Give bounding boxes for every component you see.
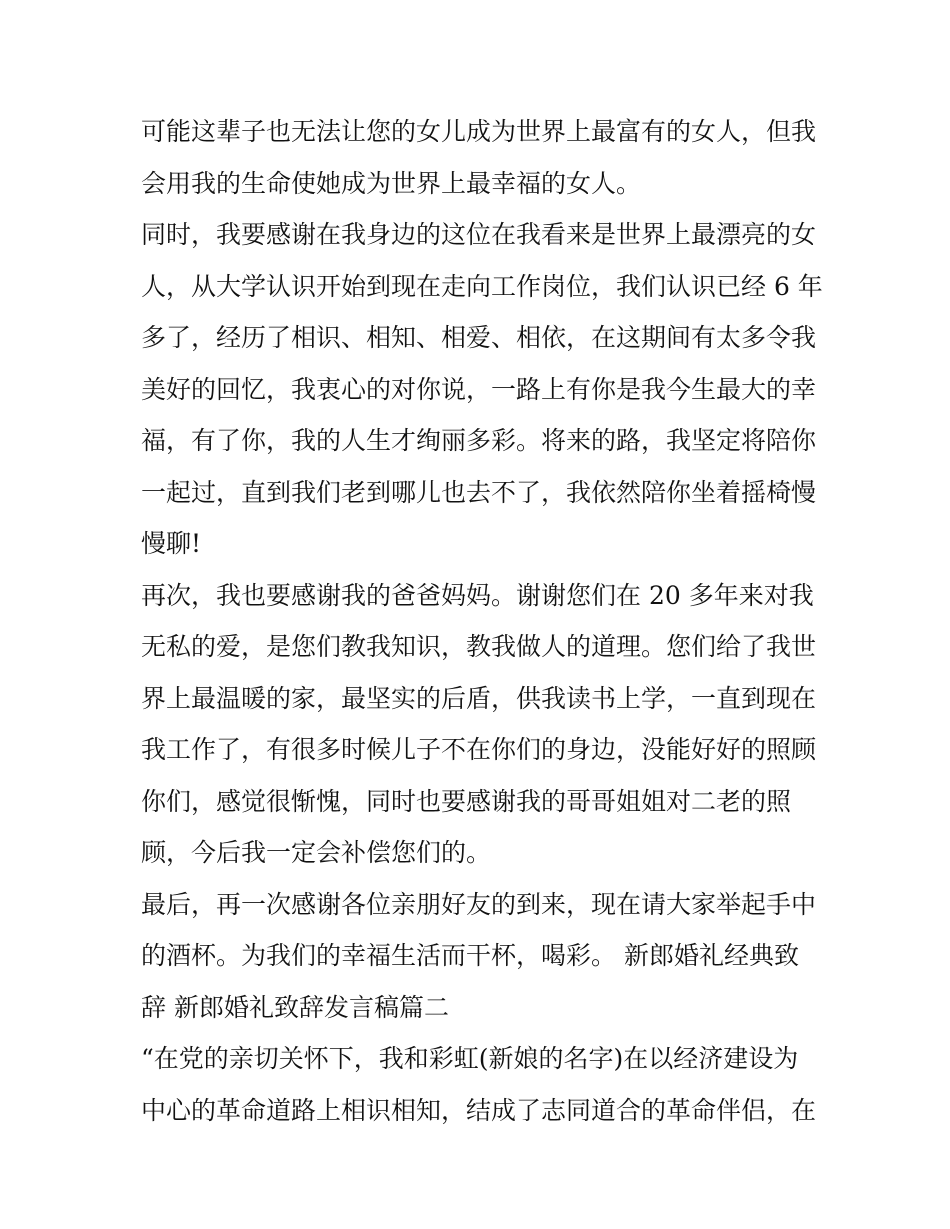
text-line: 中心的革命道路上相识相知，结成了志同道合的革命伴侣，在 <box>141 1095 817 1125</box>
text-line: 会用我的生命使她成为世界上最幸福的女人。 <box>141 168 642 198</box>
text-line: 再次，我也要感谢我的爸爸妈妈。谢谢您们在 20 多年来对我 <box>141 580 814 610</box>
text-line: 无私的爱，是您们教我知识，教我做人的道理。您们给了我世 <box>141 632 817 661</box>
text-line: “在党的亲切关怀下，我和彩虹(新娘的名字)在以经济建设为 <box>141 1044 799 1073</box>
text-line: 界上最温暖的家，最坚实的后盾，供我读书上学，一直到现在 <box>141 683 817 713</box>
text-line: 美好的回忆，我衷心的对你说，一路上有你是我今生最大的幸 <box>141 374 817 404</box>
text-line: 最后，再一次感谢各位亲朋好友的到来，现在请大家举起手中 <box>141 889 817 919</box>
text-line: 多了，经历了相识、相知、相爱、相依，在这期间有太多令我 <box>141 323 817 352</box>
text-line: 同时，我要感谢在我身边的这位在我看来是世界上最漂亮的女 <box>141 220 817 249</box>
text-line: 你们，感觉很惭愧，同时也要感谢我的哥哥姐姐对二老的照 <box>141 786 792 816</box>
document-body <box>141 106 823 1136</box>
text-line: 一起过，直到我们老到哪儿也去不了，我依然陪你坐着摇椅慢 <box>141 477 817 507</box>
text-line: 辞 新郎婚礼致辞发言稿篇二 <box>141 992 449 1022</box>
text-line: 的酒杯。为我们的幸福生活而干杯，喝彩。 新郎婚礼经典致 <box>141 941 799 970</box>
text-line: 顾，今后我一定会补偿您们的。 <box>141 838 492 867</box>
text-line: 慢聊! <box>141 529 202 558</box>
text-line: 福，有了你，我的人生才绚丽多彩。将来的路，我坚定将陪你 <box>141 426 817 455</box>
text-line: 我工作了，有很多时候儿子不在你们的身边，没能好好的照顾 <box>141 735 817 764</box>
text-line: 人，从大学认识开始到现在走向工作岗位，我们认识已经 6 年 <box>141 271 823 301</box>
text-line: 可能这辈子也无法让您的女儿成为世界上最富有的女人，但我 <box>141 117 817 146</box>
